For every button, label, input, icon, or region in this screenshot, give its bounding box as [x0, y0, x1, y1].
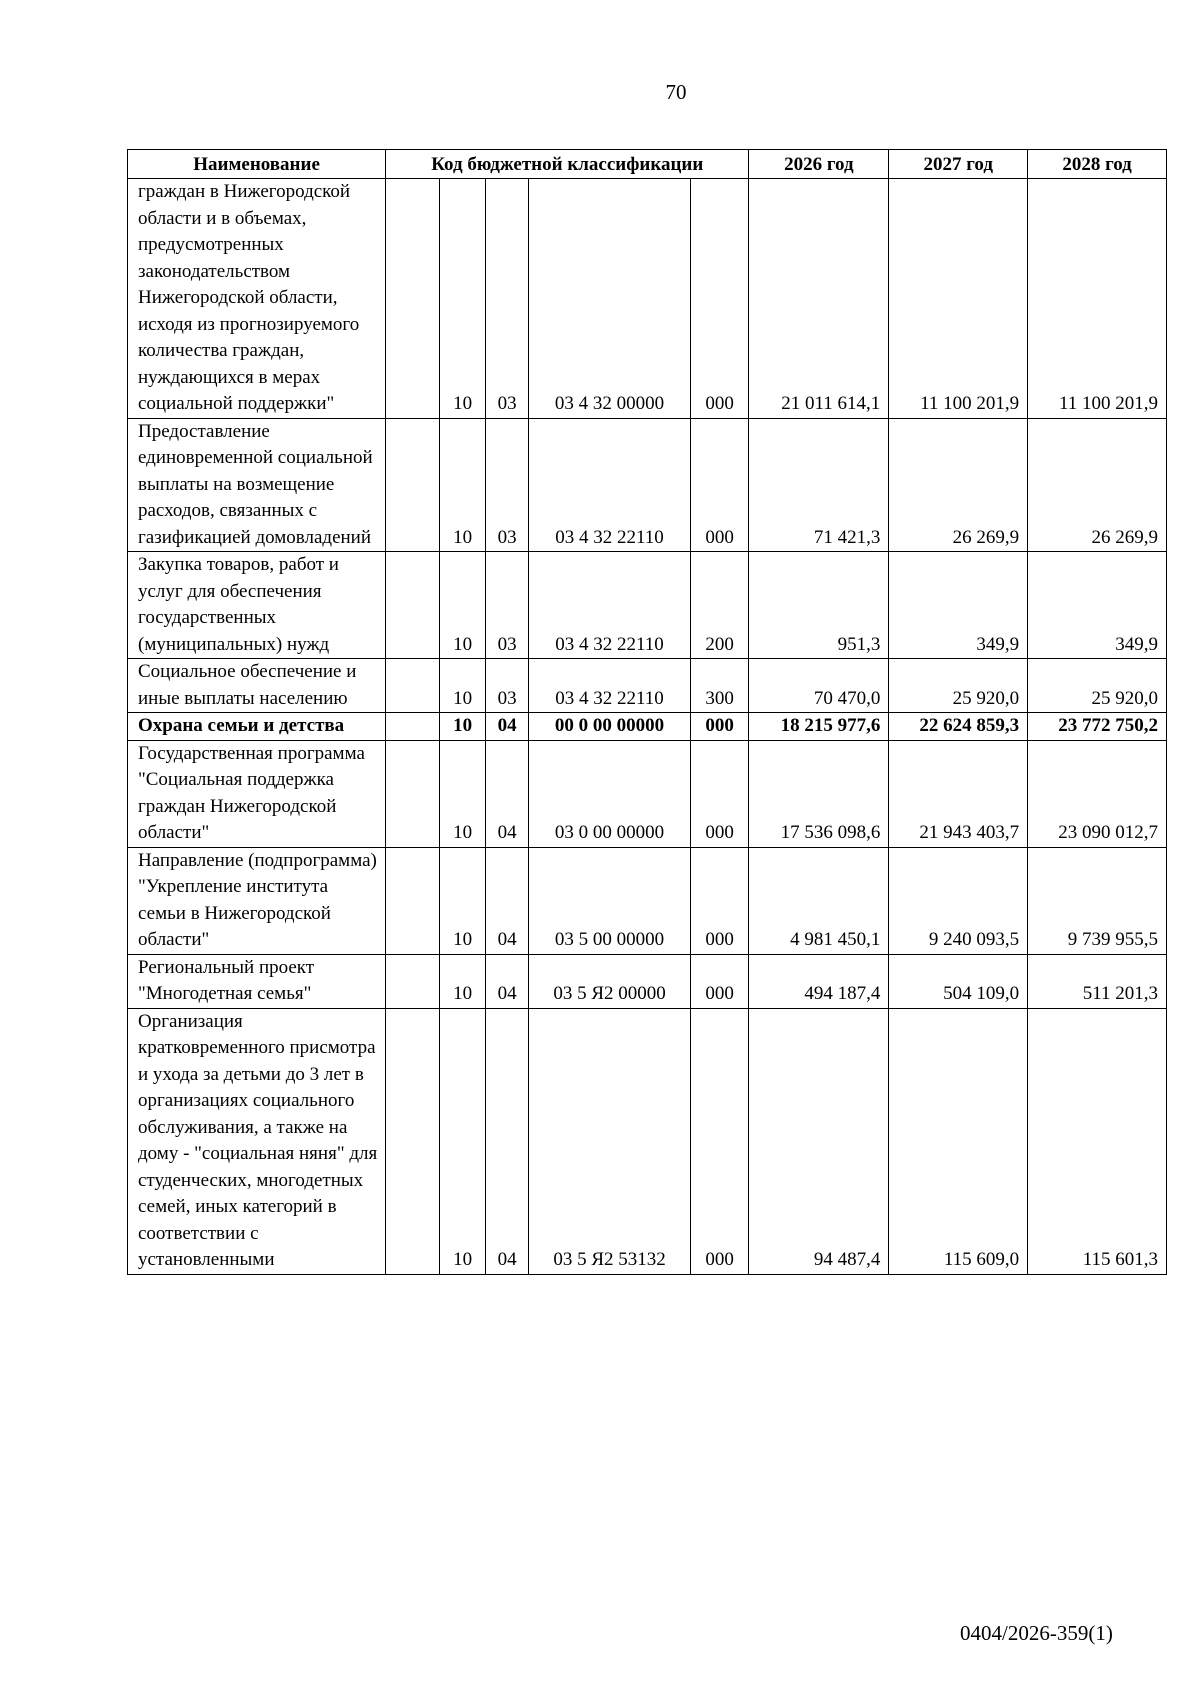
code-target: 03 0 00 00000	[529, 740, 691, 847]
code-section: 10	[440, 552, 486, 659]
row-name: Охрана семьи и детства	[128, 713, 386, 741]
table-row	[128, 954, 1167, 1008]
code-target: 03 4 32 22110	[529, 418, 691, 552]
page-number: 70	[665, 80, 687, 104]
budget-table	[127, 149, 1167, 1275]
code-expense-type: 000	[690, 1008, 749, 1274]
value-2028: 11 100 201,9	[1028, 179, 1167, 419]
value-2028: 23 772 750,2	[1028, 713, 1167, 741]
code-expense-type: 000	[690, 713, 749, 741]
value-2028: 511 201,3	[1028, 954, 1167, 1008]
code-subsection: 03	[485, 418, 528, 552]
row-name: Социальное обеспечение и иные выплаты населению	[128, 659, 386, 713]
code-subsection: 04	[485, 740, 528, 847]
code-section: 10	[440, 1008, 486, 1274]
code-subsection: 03	[485, 179, 528, 419]
code-subsection: 04	[485, 954, 528, 1008]
value-2026: 17 536 098,6	[749, 740, 889, 847]
document-code: 0404/2026-359(1)	[960, 1621, 1113, 1645]
row-name: Закупка товаров, работ и услуг для обеспечения государственных (муниципальных) нужд	[128, 552, 386, 659]
code-section: 10	[440, 954, 486, 1008]
value-2026: 70 470,0	[749, 659, 889, 713]
table-row	[128, 418, 1167, 552]
code-expense-type: 000	[690, 740, 749, 847]
code-section: 10	[440, 847, 486, 954]
value-2027: 22 624 859,3	[889, 713, 1028, 741]
value-2026: 71 421,3	[749, 418, 889, 552]
value-2027: 349,9	[889, 552, 1028, 659]
value-2026: 494 187,4	[749, 954, 889, 1008]
code-expense-type: 000	[690, 179, 749, 419]
table-row-section	[128, 713, 1167, 741]
value-2028: 115 601,3	[1028, 1008, 1167, 1274]
code-target: 03 5 Я2 53132	[529, 1008, 691, 1274]
code-target: 03 4 32 22110	[529, 659, 691, 713]
value-2028: 23 090 012,7	[1028, 740, 1167, 847]
code-section: 10	[440, 740, 486, 847]
code-expense-type: 000	[690, 847, 749, 954]
value-2026: 18 215 977,6	[749, 713, 889, 741]
table-row	[128, 847, 1167, 954]
row-name: Организация кратковременного присмотра и ухода за детьми до 3 лет в организациях социального обслуживания, а также на дому - "социальная няня" для студенческих, многодетных семей, иных категорий в соответствии с установленными	[128, 1008, 386, 1274]
code-target: 00 0 00 00000	[529, 713, 691, 741]
code-subsection: 03	[485, 552, 528, 659]
code-target: 03 4 32 00000	[529, 179, 691, 419]
row-name: Предоставление единовременной социальной выплаты на возмещение расходов, связанных с газификацией домовладений	[128, 418, 386, 552]
value-2028: 26 269,9	[1028, 418, 1167, 552]
header-2027: 2027 год	[889, 150, 1028, 179]
header-code: Код бюджетной классификации	[386, 150, 749, 179]
table-row	[128, 552, 1167, 659]
table-header-row	[128, 150, 1167, 179]
code-expense-type: 000	[690, 954, 749, 1008]
value-2027: 11 100 201,9	[889, 179, 1028, 419]
value-2027: 21 943 403,7	[889, 740, 1028, 847]
value-2027: 115 609,0	[889, 1008, 1028, 1274]
row-name: Направление (подпрограмма) "Укрепление института семьи в Нижегородской области"	[128, 847, 386, 954]
row-name: Государственная программа "Социальная поддержка граждан Нижегородской области"	[128, 740, 386, 847]
header-2028: 2028 год	[1028, 150, 1167, 179]
value-2027: 26 269,9	[889, 418, 1028, 552]
row-name: граждан в Нижегородской области и в объемах, предусмотренных законодательством Нижегородской области, исходя из прогнозируемого количества граждан, нуждающихся в мерах социальной поддержки"	[128, 179, 386, 419]
code-expense-type: 200	[690, 552, 749, 659]
value-2028: 9 739 955,5	[1028, 847, 1167, 954]
table-row	[128, 1008, 1167, 1274]
code-subsection: 04	[485, 847, 528, 954]
code-expense-type: 300	[690, 659, 749, 713]
code-target: 03 4 32 22110	[529, 552, 691, 659]
code-subsection: 04	[485, 1008, 528, 1274]
value-2026: 951,3	[749, 552, 889, 659]
table-row	[128, 740, 1167, 847]
value-2026: 21 011 614,1	[749, 179, 889, 419]
value-2026: 4 981 450,1	[749, 847, 889, 954]
table-row	[128, 659, 1167, 713]
header-2026: 2026 год	[749, 150, 889, 179]
value-2028: 349,9	[1028, 552, 1167, 659]
code-section: 10	[440, 659, 486, 713]
table-row	[128, 179, 1167, 419]
code-section: 10	[440, 713, 486, 741]
code-target: 03 5 00 00000	[529, 847, 691, 954]
code-expense-type: 000	[690, 418, 749, 552]
value-2026: 94 487,4	[749, 1008, 889, 1274]
row-name: Региональный проект "Многодетная семья"	[128, 954, 386, 1008]
value-2028: 25 920,0	[1028, 659, 1167, 713]
code-section: 10	[440, 418, 486, 552]
code-subsection: 03	[485, 659, 528, 713]
code-subsection: 04	[485, 713, 528, 741]
value-2027: 9 240 093,5	[889, 847, 1028, 954]
header-name: Наименование	[128, 150, 386, 179]
code-section: 10	[440, 179, 486, 419]
value-2027: 504 109,0	[889, 954, 1028, 1008]
value-2027: 25 920,0	[889, 659, 1028, 713]
code-target: 03 5 Я2 00000	[529, 954, 691, 1008]
